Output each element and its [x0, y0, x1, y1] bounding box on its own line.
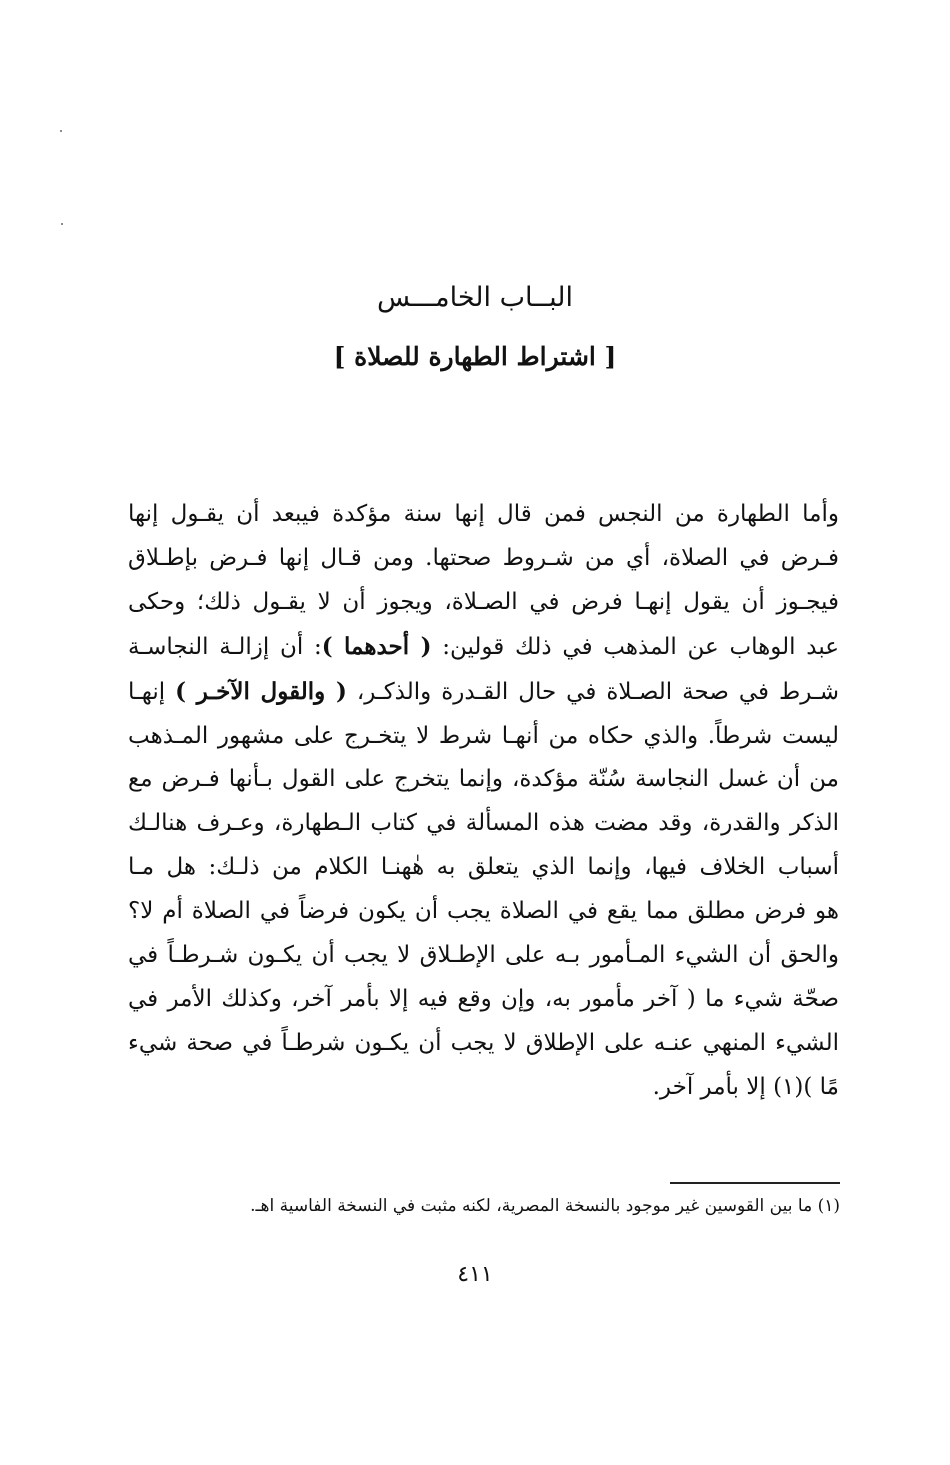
- body-paragraph: [128, 493, 839, 1110]
- chapter-title: البــاب الخامـــس: [377, 282, 573, 313]
- bold-term: ( أحدهما ): [321, 632, 432, 660]
- bold-term: ( والقول الآخـر ): [175, 677, 347, 705]
- body-line: أسباب الخلاف فيها، وإنما الذي يتعلق به هٰهنـا الكلام من ذلـك: هل مـا: [128, 854, 839, 881]
- body-line: من أن غسل النجاسة سُنّة مؤكدة، وإنما يتخرج على القول بـأنها فـرض مع: [128, 766, 839, 793]
- page-number: ٤١١: [457, 1262, 493, 1287]
- body-line: والحق أن الشيء المـأمور بـه على الإطـلاق لا يجب أن يكـون شـرطـاً في: [128, 942, 839, 969]
- body-line: فيجـوز أن يقول إنهـا فرض في الصـلاة، ويجوز أن لا يقـول ذلك؛ وحكى: [128, 588, 839, 615]
- body-line: صحّة شيء ما ( آخر مأمور به، وإن وقع فيه إلا بأمر آخر، وكذلك الأمر في: [128, 985, 839, 1012]
- body-line: الشيء المنهي عنـه على الإطلاق لا يجب أن يكـون شرطـاً في صحة شيء: [128, 1029, 839, 1056]
- footnote-divider: [670, 1182, 840, 1184]
- body-line: هو فرض مطلق مما يقع في الصلاة يجب أن يكون فرضاً في الصلاة أم لا؟: [128, 898, 839, 925]
- body-line: وأما الطهارة من النجس فمن قال إنها سنة مؤكدة فيبعد أن يقـول إنها: [128, 501, 839, 527]
- section-title: [ اشتراط الطهارة للصلاة ]: [333, 342, 617, 371]
- body-line: فـرض في الصلاة، أي من شـروط صحتها. ومن قـال إنها فـرض بإطـلاق: [128, 544, 839, 571]
- body-line: ليست شرطاً. والذي حكاه من أنهـا شرط لا يتخـرج على مشهور المـذهب: [128, 722, 839, 749]
- body-line-last: مًا )(١) إلا بأمر آخر.: [652, 1073, 839, 1100]
- footnote: (١) ما بين القوسين غير موجود بالنسخة المصرية، لكنه مثبت في النسخة الفاسية اهـ.: [250, 1196, 840, 1216]
- scan-speck: [61, 223, 63, 225]
- body-line: عبد الوهاب عن المذهب في ذلك قولين: ( أحدهما ): أن إزالـة النجاسـة: [128, 632, 840, 660]
- scan-speck: [60, 130, 62, 132]
- body-line: الذكر والقدرة، وقد مضت هذه المسألة في كتاب الـطهارة، وعـرف هنالـك: [128, 810, 839, 837]
- body-line: شـرط في صحة الصـلاة في حال القـدرة والذكـر، ( والقول الآخـر ) إنهـا: [128, 677, 840, 705]
